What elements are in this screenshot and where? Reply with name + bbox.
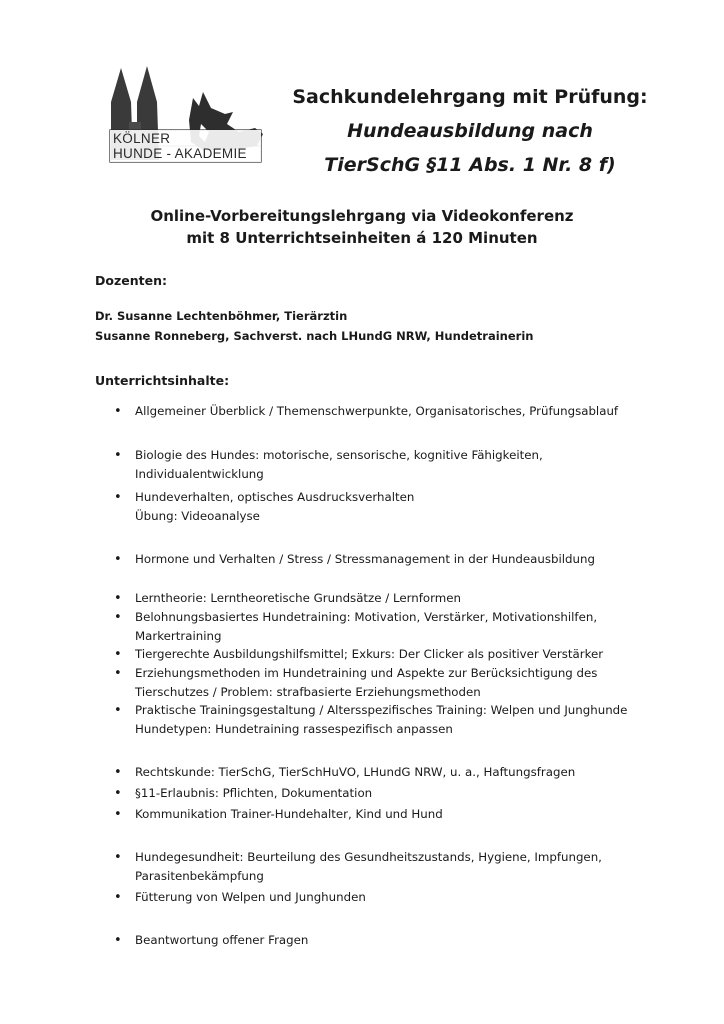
- bullet: •: [114, 666, 122, 681]
- logo-text-line2: HUNDE - AKADEMIE: [113, 146, 247, 161]
- item-text-cont: Übung: Videoanalyse: [135, 509, 260, 523]
- item-text: Rechtskunde: TierSchG, TierSchHuVO, LHundG NRW, u. a., Haftungsfragen: [135, 765, 576, 779]
- title-line3: TierSchG §11 Abs. 1 Nr. 8 f): [324, 154, 616, 176]
- title-line2: Hundeausbildung nach: [347, 120, 593, 142]
- item-text-cont: Parasitenbekämpfung: [135, 869, 264, 883]
- bullet: •: [114, 552, 122, 567]
- bullet: •: [114, 610, 122, 625]
- item-text: Beantwortung offener Fragen: [135, 933, 309, 947]
- title-line1: Sachkundelehrgang mit Prüfung:: [292, 86, 648, 108]
- item-text: Lerntheorie: Lerntheoretische Grundsätze / Lernformen: [135, 591, 461, 605]
- item-text: §11-Erlaubnis: Pflichten, Dokumentation: [135, 786, 373, 800]
- contents-label: Unterrichtsinhalte:: [95, 373, 230, 388]
- bullet: •: [114, 850, 122, 865]
- lecturer-name: Susanne Ronneberg, Sachverst. nach LHundG NRW, Hundetrainerin: [95, 329, 534, 343]
- lecturer-name: Dr. Susanne Lechtenböhmer, Tierärztin: [95, 309, 348, 323]
- item-text: Tiergerechte Ausbildungshilfsmittel; Exkurs: Der Clicker als positiver Verstärker: [135, 647, 604, 661]
- item-text: Kommunikation Trainer-Hundehalter, Kind und Hund: [135, 807, 443, 821]
- item-text: Allgemeiner Überblick / Themenschwerpunkte, Organisatorisches, Prüfungsablauf: [135, 404, 619, 418]
- item-text: Erziehungsmethoden im Hundetraining und Aspekte zur Berücksichtigung des: [135, 666, 598, 680]
- item-text-cont: Tierschutzes / Problem: strafbasierte Erziehungsmethoden: [135, 685, 481, 699]
- item-text-cont: Individualentwicklung: [135, 467, 264, 481]
- item-text: Biologie des Hundes: motorische, sensorische, kognitive Fähigkeiten,: [135, 448, 543, 462]
- subtitle-line2: mit 8 Unterrichtseinheiten á 120 Minuten: [186, 229, 538, 247]
- item-text-cont: Markertraining: [135, 629, 222, 643]
- item-text: Hundeverhalten, optisches Ausdrucksverhalten: [135, 490, 415, 504]
- item-text: Hundegesundheit: Beurteilung des Gesundheitszustands, Hygiene, Impfungen,: [135, 850, 602, 864]
- bullet: •: [114, 807, 122, 822]
- subtitle-line1: Online-Vorbereitungslehrgang via Videokonferenz: [150, 207, 574, 225]
- bullet: •: [114, 890, 122, 905]
- item-text-cont: Hundetypen: Hundetraining rassespezifisch anpassen: [135, 722, 453, 736]
- item-text: Praktische Trainingsgestaltung / Altersspezifisches Training: Welpen und Junghunde: [135, 703, 628, 717]
- bullet: •: [114, 647, 122, 662]
- lecturers-label: Dozenten:: [95, 273, 167, 288]
- bullet: •: [114, 591, 122, 606]
- bullet: •: [114, 448, 122, 463]
- bullet: •: [114, 404, 122, 419]
- bullet: •: [114, 933, 122, 948]
- item-text: Belohnungsbasiertes Hundetraining: Motivation, Verstärker, Motivationshilfen,: [135, 610, 598, 624]
- logo-text-line1: KÖLNER: [113, 131, 171, 146]
- bullet: •: [114, 765, 122, 780]
- item-text: Hormone und Verhalten / Stress / Stressmanagement in der Hundeausbildung: [135, 552, 595, 566]
- bullet: •: [114, 786, 122, 801]
- bullet: •: [114, 490, 122, 505]
- bullet: •: [114, 703, 122, 718]
- item-text: Fütterung von Welpen und Junghunden: [135, 890, 366, 904]
